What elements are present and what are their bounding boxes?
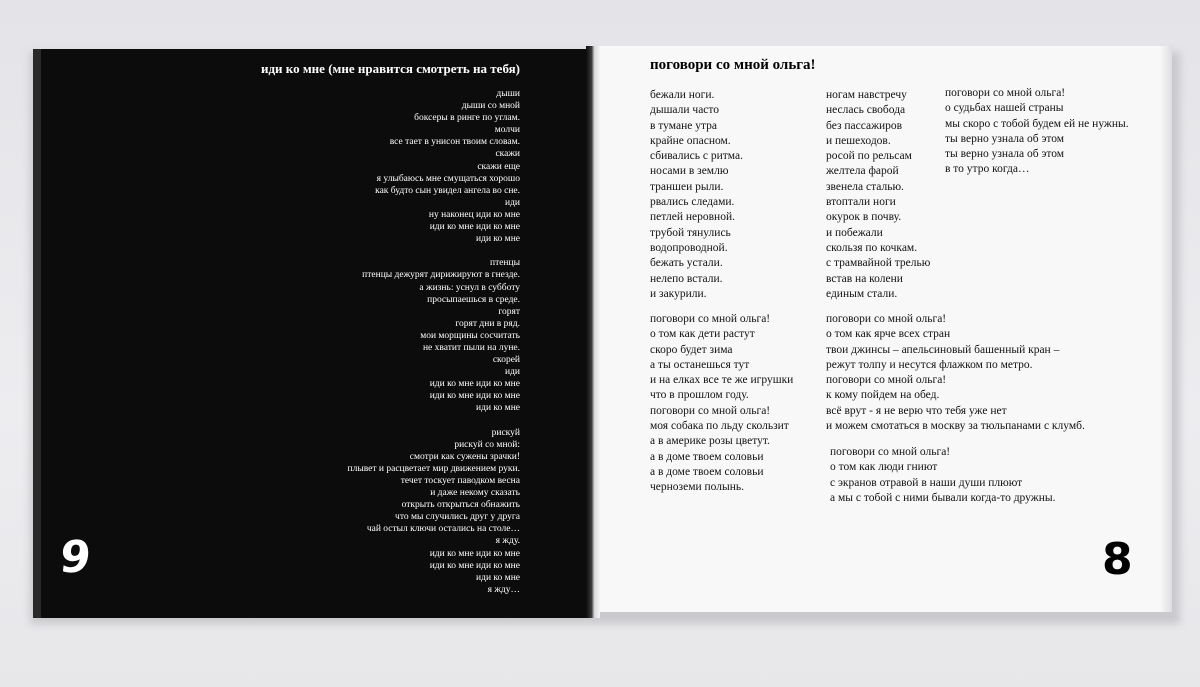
lyrics-column (826, 312, 1085, 434)
lyric-line: чай остыл ключи остались на столе… (366, 524, 520, 535)
lyric-line: поговори со мной ольга! (830, 446, 951, 458)
lyric-line: о том как люди гниют (830, 461, 938, 474)
lyrics-column (945, 86, 1129, 178)
lyric-line: поговори со мной ольга! (650, 313, 771, 325)
lyric-line: иди ко мне иди ко мне (429, 560, 520, 571)
lyric-line: дыши со мной (461, 101, 520, 112)
lyric-line: иди ко мне иди ко мне (429, 391, 520, 402)
left-page-edge (33, 49, 41, 618)
left-page-title: иди ко мне (мне нравится смотреть на тебя) (260, 61, 520, 76)
lyric-line: дыши (496, 89, 520, 99)
lyric-line: ты верно узнала об этом (945, 132, 1065, 145)
lyric-line: и закурили. (650, 287, 707, 300)
lyric-line: росой по рельсам (826, 150, 912, 163)
lyric-line: всё врут - я не верю что тебя уже нет (826, 404, 1007, 417)
lyric-line: все тает в унисон твоим словам. (389, 137, 520, 148)
left-page-number: 9 (57, 532, 94, 583)
lyric-line: горят (498, 306, 520, 317)
lyric-line: звенела сталью. (826, 180, 904, 193)
lyric-line: как будто сын увидел ангела во сне. (375, 185, 520, 196)
lyric-line: иди ко мне иди ко мне (429, 379, 520, 390)
lyric-line: водопроводной. (650, 241, 728, 254)
lyric-line: молчи (494, 125, 520, 136)
lyric-line: желтела фарой (826, 165, 899, 178)
lyrics-column (650, 88, 743, 302)
lyric-line: с экранов отравой в наши души плюют (830, 476, 1023, 489)
lyric-line: и пешеходов. (826, 134, 891, 147)
lyric-line: дышали часто (650, 104, 720, 117)
lyric-line: режут толпу и несутся флажком по метро. (826, 358, 1033, 371)
lyric-line: а в доме твоем соловьи (650, 465, 764, 478)
lyric-line: птенцы (489, 258, 520, 269)
lyric-line: а ты останешься тут (650, 358, 750, 371)
lyric-line: рискуй (491, 427, 520, 438)
left-page-lyrics (250, 88, 520, 596)
lyric-line: нелепо встали. (650, 272, 723, 285)
lyric-line: иди (504, 367, 520, 378)
right-page-title: поговори со мной ольга! (650, 57, 816, 73)
lyric-line: иди ко мне (476, 572, 520, 583)
lyric-line: трубой тянулись (650, 226, 731, 239)
lyric-line: иди ко мне иди ко мне (429, 222, 520, 233)
lyric-line: ты верно узнала об этом (945, 148, 1065, 161)
lyric-line: в то утро когда… (945, 163, 1030, 176)
lyric-line: поговори со мной ольга! (826, 313, 947, 325)
lyric-line: скорей (492, 355, 520, 366)
lyric-line: в тумане утра (650, 119, 717, 132)
lyric-line: моя собака по льду скользит (650, 420, 789, 433)
lyric-line: а в доме твоем соловьи (650, 450, 764, 463)
lyric-line: иди ко мне (476, 234, 520, 245)
lyrics-column (826, 88, 930, 302)
lyric-line: я улыбаюсь мне смущаться хорошо (376, 173, 520, 184)
lyric-line: я жду. (495, 536, 520, 547)
lyric-line: неслась свобода (826, 104, 906, 117)
lyric-line: и на елках все те же игрушки (650, 374, 794, 387)
lyric-line: рискуй со мной: (454, 439, 520, 450)
lyric-line: плывет и расцветает мир движением руки. (347, 463, 520, 474)
lyric-line: а жизнь: уснул в субботу (419, 282, 520, 293)
lyric-line: и побежали (826, 226, 883, 239)
lyric-line: единым стали. (826, 287, 898, 300)
booklet-spine (586, 46, 600, 618)
lyric-line: петлей неровной. (650, 211, 735, 224)
lyric-line: мы скоро с тобой будем ей не нужны. (945, 117, 1129, 130)
lyric-line: что в прошлом году. (650, 389, 749, 402)
lyric-line: иди ко мне иди ко мне (429, 548, 520, 559)
lyric-line: открыть открыться обнажить (401, 500, 520, 511)
lyric-line: а в америке розы цветут. (650, 435, 770, 448)
lyric-line (250, 415, 520, 427)
lyric-line: о судьбах нашей страны (945, 102, 1064, 115)
lyric-line: и можем смотаться в москву за тюльпанами с клумб. (826, 420, 1085, 433)
lyric-line: я жду… (487, 584, 520, 595)
lyric-line: к кому пойдем на обед. (826, 389, 940, 402)
lyric-line: иди (504, 197, 520, 208)
right-page-number: 8 (1102, 534, 1133, 585)
lyric-line: ну наконец иди ко мне (428, 209, 520, 220)
lyric-line: скажи (495, 149, 520, 160)
lyric-line: просыпаешься в среде. (427, 294, 520, 305)
lyric-line: твои джинсы – апельсиновый башенный кран – (826, 343, 1060, 356)
lyrics-column (830, 445, 1055, 506)
lyric-line: с трамвайной трелью (826, 257, 931, 270)
lyric-line: иди ко мне (476, 403, 520, 414)
lyric-line: носами в землю (650, 165, 729, 178)
lyric-line: крайне опасном. (650, 134, 731, 147)
lyric-line (250, 245, 520, 257)
lyric-line: скоро будет зима (650, 343, 733, 356)
lyric-line: смотри как сужены зрачки! (409, 451, 520, 462)
lyric-line: о том как дети растут (650, 328, 755, 341)
lyric-line: течет тоскует паводком весна (400, 476, 520, 486)
lyric-line: черноземи полынь. (650, 481, 744, 494)
lyric-line: боксеры в ринге по углам. (414, 113, 520, 124)
lyric-line: скользя по кочкам. (826, 241, 918, 254)
lyric-line: о том как ярче всех стран (826, 328, 951, 341)
lyric-line: встав на колени (826, 272, 903, 285)
lyric-line: горят дни в ряд. (455, 318, 520, 329)
lyric-line: бежать устали. (650, 257, 723, 270)
lyric-line: и даже некому сказать (430, 488, 520, 499)
lyric-line: что мы случились друг у друга (395, 512, 520, 523)
lyric-line: мои морщины сосчитать (420, 330, 520, 341)
right-page-edge (1160, 46, 1172, 612)
lyric-line: не хватит пыли на луне. (422, 342, 520, 353)
lyric-line: сбивались с ритма. (650, 150, 743, 163)
lyric-line: поговори со мной ольга! (650, 404, 771, 417)
lyric-line: поговори со мной ольга! (945, 87, 1066, 99)
lyric-line: поговори со мной ольга! (826, 374, 947, 387)
lyric-line: втоптали ноги (826, 196, 896, 209)
lyric-line: бежали ноги. (650, 89, 715, 101)
lyric-line: рвались следами. (650, 196, 735, 209)
lyric-line: а мы с тобой с ними бывали когда-то дружны. (830, 491, 1056, 504)
lyric-line: ногам навстречу (826, 89, 907, 101)
lyric-line: окурок в почву. (826, 211, 902, 224)
lyric-line: траншеи рыли. (650, 180, 724, 193)
lyric-line: птенцы дежурят дирижируют в гнезде. (362, 270, 520, 281)
lyrics-column (650, 312, 793, 496)
lyric-line: скажи еще (477, 161, 520, 172)
lyric-line: без пассажиров (826, 119, 903, 132)
